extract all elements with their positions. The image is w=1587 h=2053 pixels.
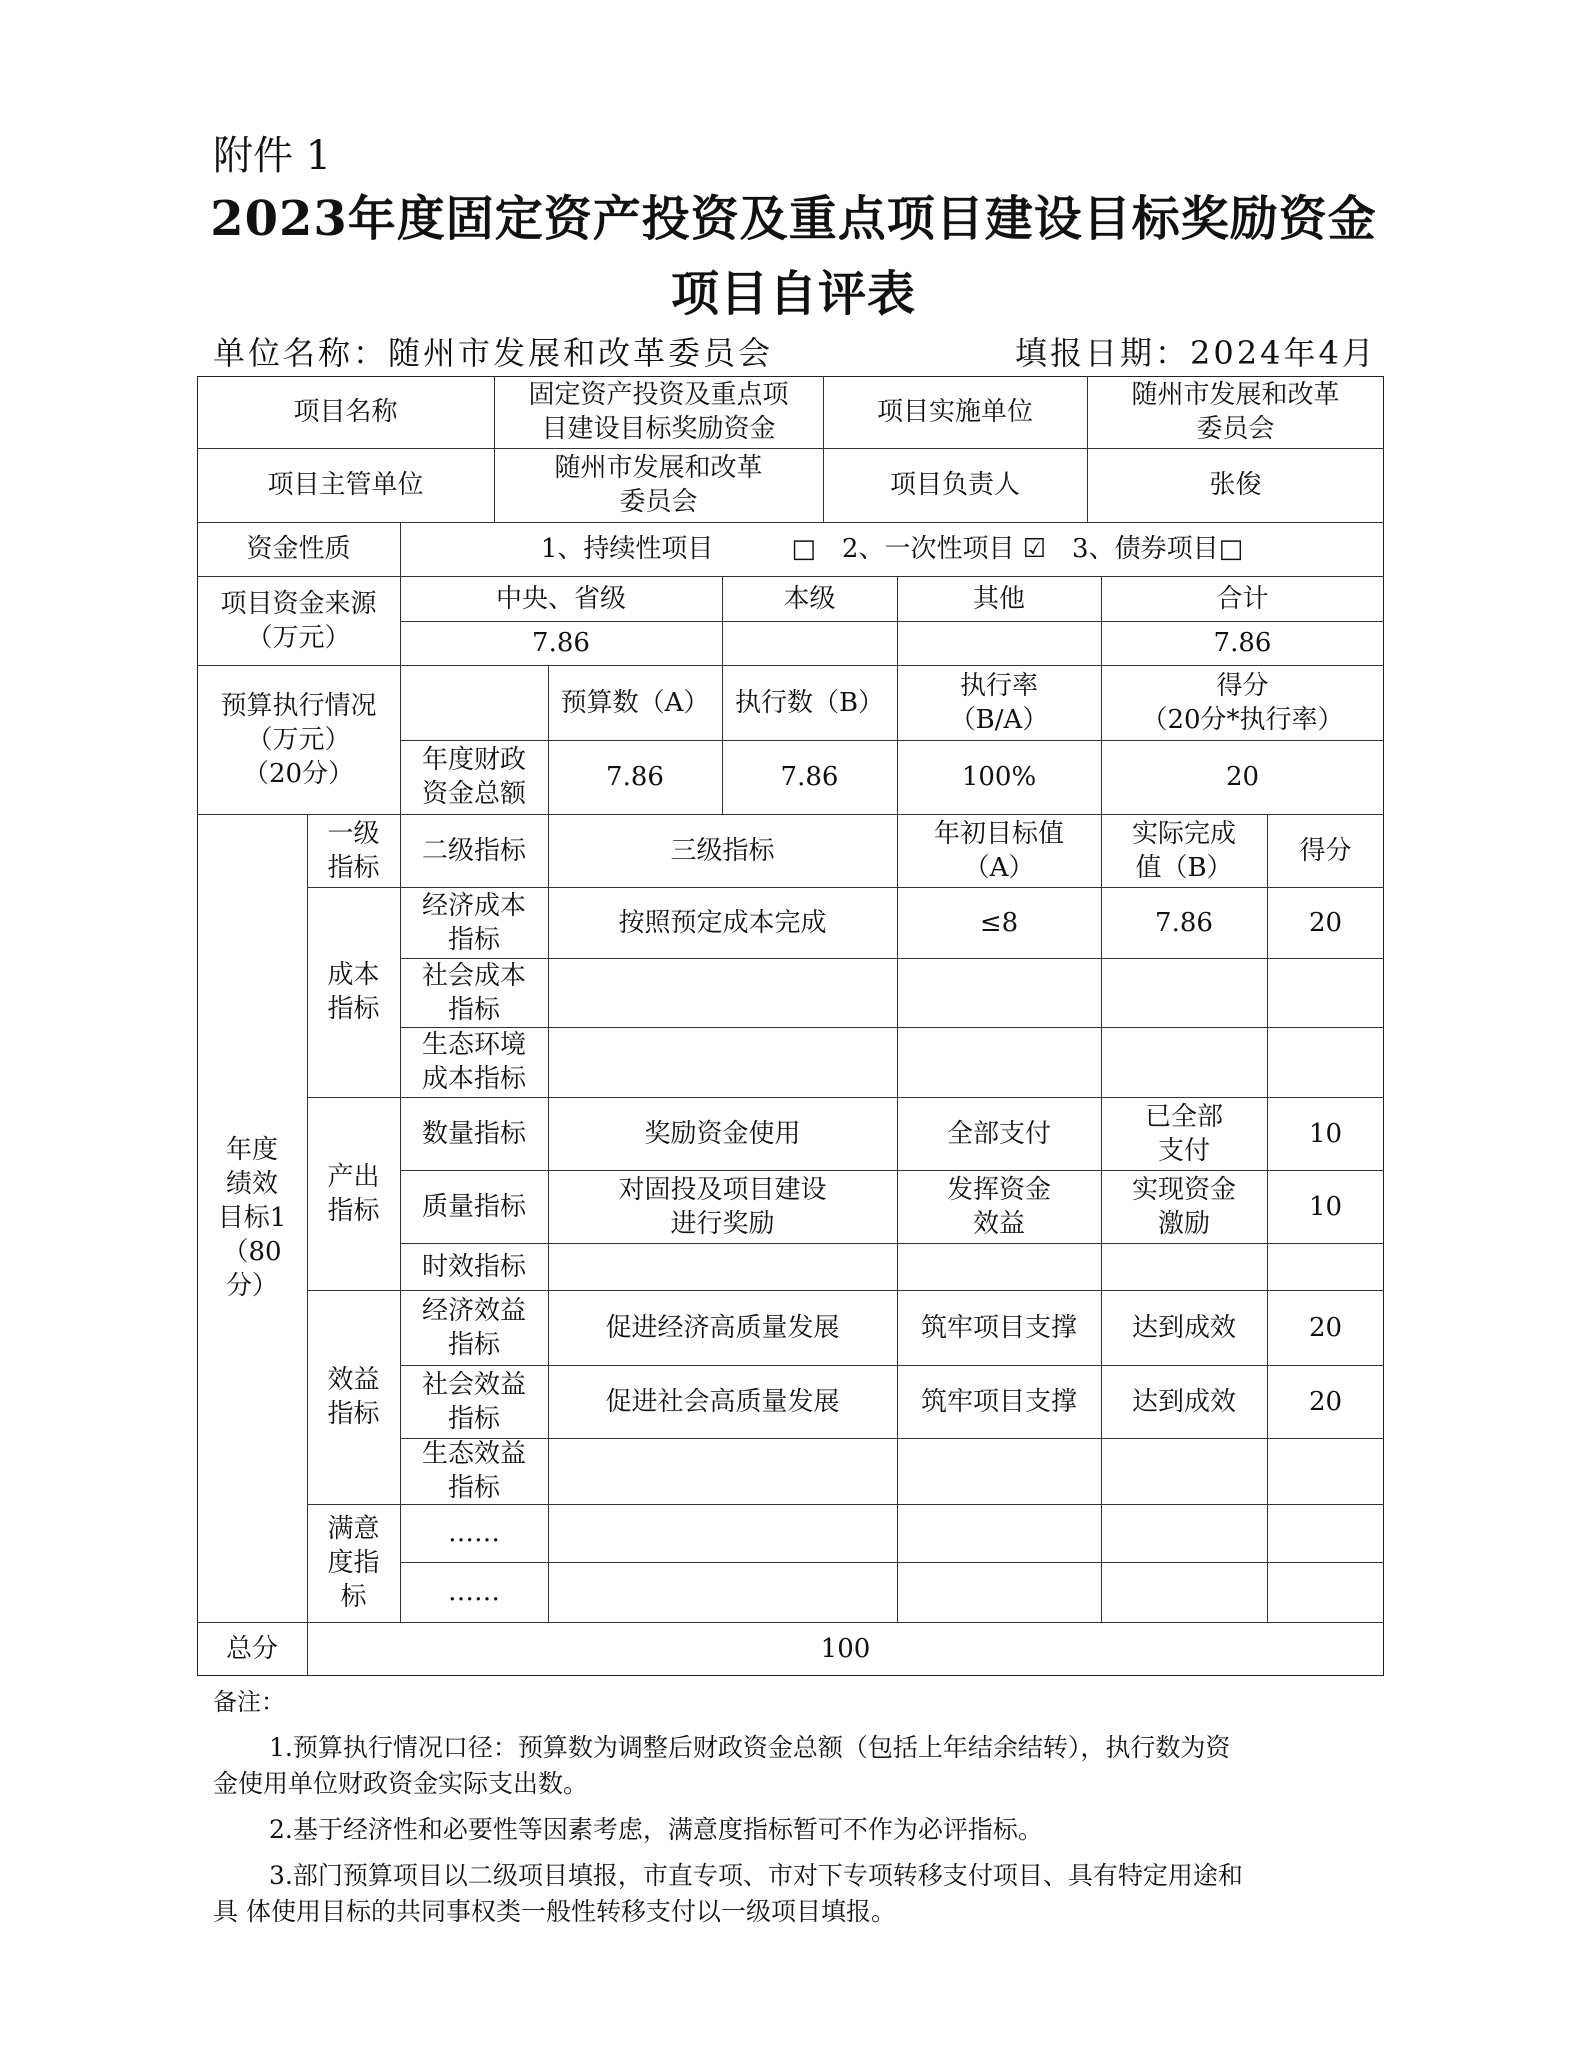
source-central-value: 7.86: [532, 628, 590, 658]
economic-cost-indicator: 经济成本 指标: [421, 890, 526, 955]
exec-rate-header: 执行率 （B/A）: [949, 670, 1049, 735]
budget-amount-value: 7.86: [606, 762, 664, 792]
target-value-header: 年初目标值 （A）: [933, 818, 1064, 883]
economic-cost-actual: 7.86: [1155, 907, 1213, 938]
quantity-actual: 已全部 支付: [1144, 1101, 1223, 1166]
fund-source-label: 项目资金来源 （万元）: [220, 588, 377, 653]
social-benefit-score: 20: [1308, 1386, 1343, 1417]
satisfaction-placeholder: ……: [448, 1577, 500, 1607]
budget-score-value: 20: [1225, 762, 1260, 792]
quality-detail: 对固投及项目建设 进行奖励: [618, 1174, 827, 1239]
quality-score: 10: [1308, 1191, 1343, 1222]
budget-exec-label: 预算执行情况 （万元） （20分）: [220, 690, 377, 789]
source-total-header: 合计: [1216, 583, 1269, 614]
social-cost-indicator: 社会成本 指标: [421, 960, 526, 1025]
project-leader-value: 张俊: [1209, 470, 1262, 500]
quality-target: 发挥资金 效益: [946, 1174, 1051, 1239]
economic-cost-detail: 按照预定成本完成: [618, 907, 827, 938]
unit-name: 单位名称：随州市发展和改革委员会: [213, 334, 774, 372]
project-name-value: 固定资产投资及重点项 目建设目标奖励资金: [528, 380, 789, 444]
report-date: 填报日期：2024年4月: [1015, 334, 1377, 372]
project-leader-label: 项目负责人: [889, 470, 1020, 500]
level2-indicator-header: 二级指标: [421, 835, 526, 866]
social-benefit-indicator: 社会效益 指标: [421, 1369, 526, 1434]
impl-unit-label: 项目实施单位: [876, 397, 1033, 427]
notes-header: 备注：: [213, 1688, 285, 1716]
attachment-label: 附件 1: [213, 133, 332, 179]
project-name-label: 项目名称: [293, 397, 398, 427]
exec-amount-header: 执行数（B）: [734, 687, 885, 718]
exec-amount-value: 7.86: [780, 762, 839, 792]
ecological-benefit-indicator: 生态效益 指标: [421, 1439, 526, 1503]
level3-indicator-header: 三级指标: [670, 835, 775, 866]
satisfaction-indicator-group: 满意 度指 标: [327, 1514, 380, 1612]
fund-nature-label: 资金性质: [246, 534, 351, 564]
total-score-value: 100: [820, 1634, 871, 1664]
impl-unit-value: 随州市发展和改革 委员会: [1131, 380, 1340, 444]
social-benefit-actual: 达到成效: [1131, 1386, 1236, 1417]
quality-actual: 实现资金 激励: [1131, 1174, 1236, 1239]
managing-unit-value: 随州市发展和改革 委员会: [554, 453, 763, 517]
annual-performance-label: 年度 绩效 目标1 （80 分）: [217, 1135, 287, 1301]
economic-benefit-actual: 达到成效: [1131, 1312, 1236, 1343]
economic-benefit-score: 20: [1308, 1312, 1343, 1343]
source-central-header: 中央、省级: [495, 583, 626, 614]
note-3: 3.部门预算项目以二级项目填报，市直专项、市对下专项转移支付项目、具有特定用途和: [269, 1861, 1243, 1890]
source-local-value: [722, 621, 897, 665]
economic-benefit-indicator: 经济效益 指标: [421, 1295, 526, 1360]
quantity-indicator: 数量指标: [421, 1118, 526, 1149]
budget-amount-header: 预算数（A）: [560, 687, 710, 718]
exec-rate-value: 100%: [961, 762, 1037, 792]
source-other-header: 其他: [972, 583, 1025, 614]
level1-indicator-header: 一级 指标: [327, 818, 380, 883]
source-local-header: 本级: [783, 583, 836, 614]
note-3-cont: 具 体使用目标的共同事权类一般性转移支付以一级项目填报。: [213, 1897, 896, 1926]
source-total-value: 7.86: [1213, 628, 1272, 658]
quantity-detail: 奖励资金使用: [644, 1118, 801, 1149]
managing-unit-label: 项目主管单位: [267, 470, 424, 500]
source-other-value: [897, 621, 1101, 665]
fund-nature-options: 1、持续性项目 □ 2、一次性项目 ☑ 3、债券项目□: [540, 534, 1244, 564]
quantity-score: 10: [1308, 1118, 1343, 1149]
social-benefit-target: 筑牢项目支撑: [920, 1386, 1077, 1417]
page-subtitle: 项目自评表: [670, 266, 916, 322]
benefit-indicator-group: 效益 指标: [327, 1365, 380, 1429]
timeliness-indicator: 时效指标: [421, 1251, 526, 1282]
satisfaction-placeholder: ……: [448, 1518, 500, 1548]
actual-value-header: 实际完成 值（B）: [1131, 818, 1236, 883]
budget-score-header: 得分 （20分*执行率）: [1141, 670, 1344, 735]
annual-fund-total-label: 年度财政 资金总额: [421, 745, 526, 809]
note-2: 2.基于经济性和必要性等因素考虑，满意度指标暂可不作为必评指标。: [269, 1815, 1043, 1844]
social-benefit-detail: 促进社会高质量发展: [605, 1386, 840, 1417]
notes-section: [213, 1684, 1363, 1930]
quality-indicator: 质量指标: [421, 1191, 526, 1222]
total-score-label: 总分: [225, 1634, 278, 1664]
output-indicator-group: 产出 指标: [327, 1161, 380, 1226]
note-1-cont: 金使用单位财政资金实际支出数。: [213, 1769, 589, 1798]
page-title: 2023年度固定资产投资及重点项目建设目标奖励资金: [210, 191, 1377, 247]
economic-cost-score: 20: [1308, 907, 1343, 938]
score-header: 得分: [1299, 835, 1352, 866]
cost-indicator-group: 成本 指标: [327, 960, 380, 1024]
economic-benefit-target: 筑牢项目支撑: [920, 1312, 1077, 1343]
quantity-target: 全部支付: [946, 1118, 1051, 1149]
economic-cost-target: ≤8: [979, 907, 1019, 938]
economic-benefit-detail: 促进经济高质量发展: [605, 1312, 840, 1343]
ecological-cost-indicator: 生态环境 成本指标: [421, 1030, 526, 1094]
note-1: 1.预算执行情况口径：预算数为调整后财政资金总额（包括上年结余结转），执行数为资: [269, 1733, 1231, 1762]
